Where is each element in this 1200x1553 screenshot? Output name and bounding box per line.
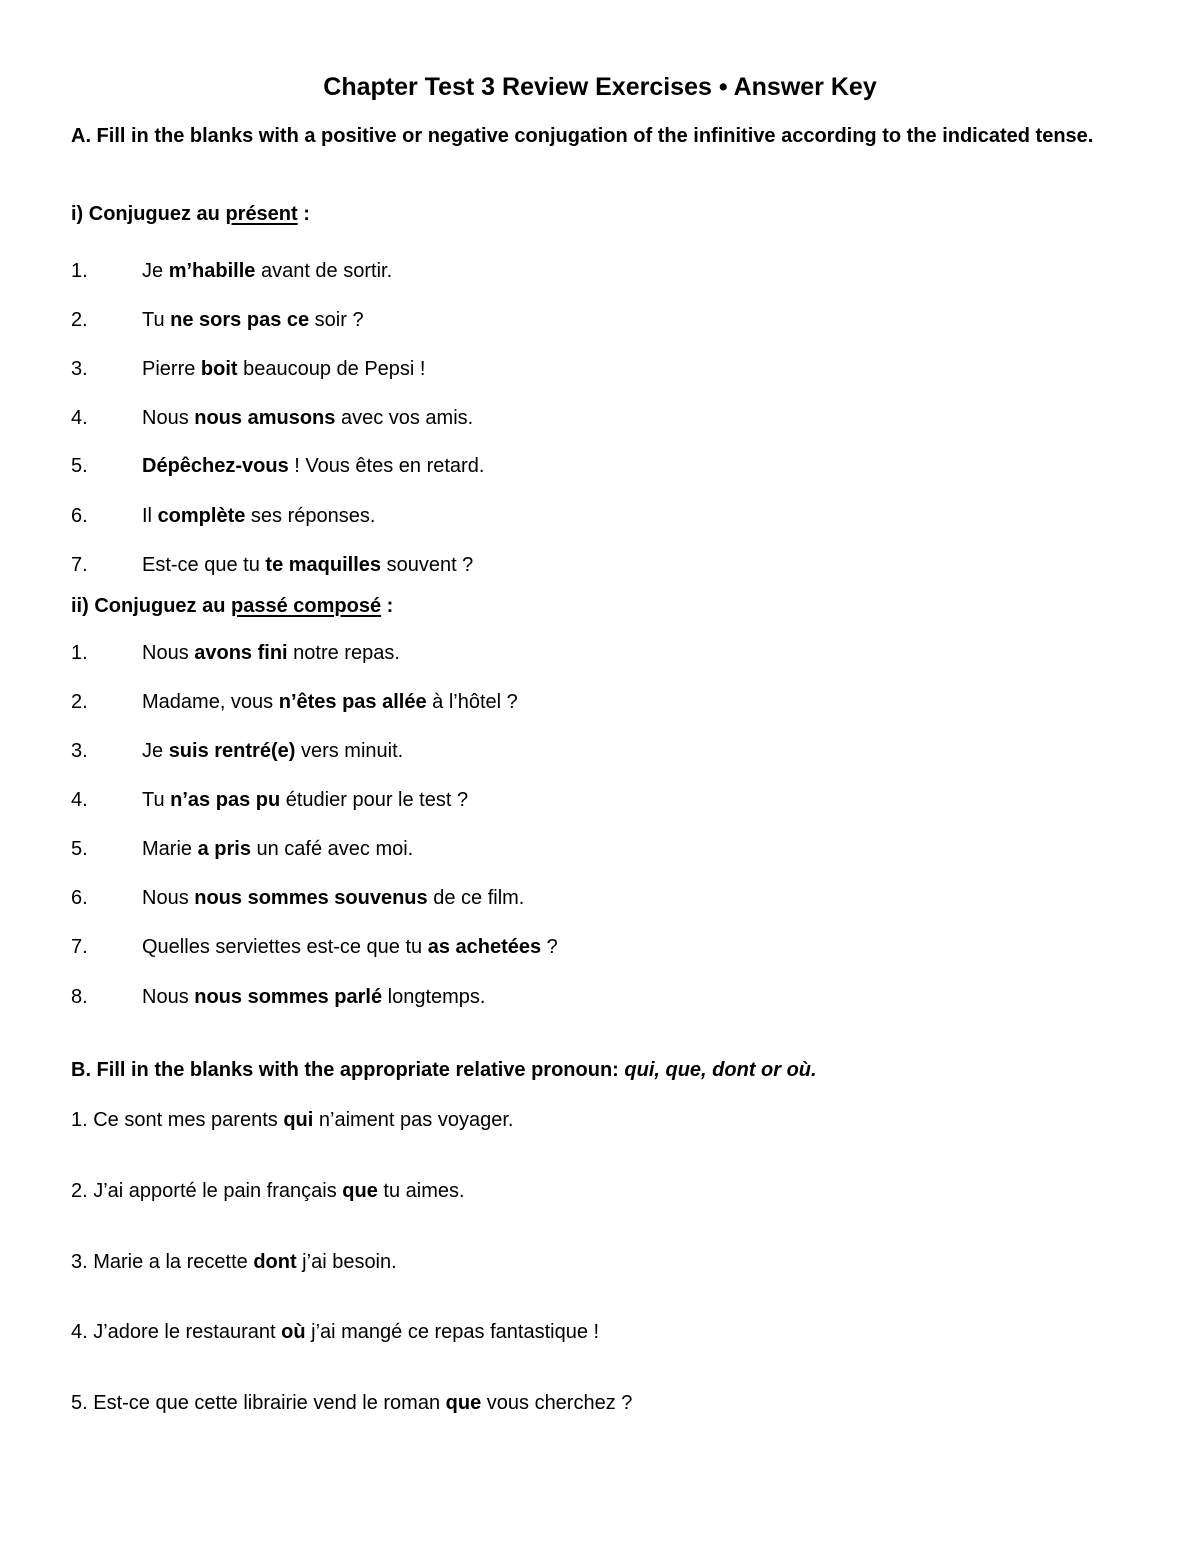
section-b-heading-prefix: B. Fill in the blanks with the appropriate relative pronoun: (71, 1059, 625, 1081)
part-ii-item (71, 933, 1131, 961)
item-answer: nous sommes parlé (194, 986, 383, 1008)
item-number: 1. (71, 642, 88, 664)
page-title: Chapter Test 3 Review Exercises • Answer Key (323, 73, 877, 101)
part-ii-tense: passé composé (231, 595, 382, 617)
item-text-after: ses réponses. (245, 505, 376, 527)
part-i-heading (71, 200, 310, 228)
part-i-item (71, 452, 1131, 480)
item-text-before: 1. Ce sont mes parents (71, 1109, 284, 1131)
part-ii-item (71, 786, 1131, 814)
item-text-after: n’aiment pas voyager. (313, 1109, 514, 1131)
section-b-item (71, 1318, 599, 1346)
item-answer: Dépêchez-vous (142, 455, 289, 477)
item-text-after: soir ? (309, 309, 364, 331)
item-text-after: tu aimes. (377, 1180, 465, 1202)
item-answer: complète (157, 505, 246, 527)
part-ii-suffix: : (381, 595, 394, 617)
part-i-item (71, 404, 1131, 432)
item-text-before: Est-ce que tu (142, 554, 266, 576)
item-answer: a pris (197, 838, 251, 860)
item-answer: n’êtes pas allée (278, 691, 427, 713)
item-text-after: notre repas. (287, 642, 400, 664)
item-answer: m’habille (168, 260, 256, 282)
item-text-after: à l’hôtel ? (426, 691, 518, 713)
item-number: 5. (71, 455, 88, 477)
part-ii-prefix: ii) Conjuguez au (71, 595, 231, 617)
item-answer: nous amusons (194, 407, 336, 429)
item-text-after: avec vos amis. (335, 407, 474, 429)
item-text-before: Pierre (142, 358, 201, 380)
item-number: 7. (71, 554, 88, 576)
part-ii-heading (71, 592, 393, 620)
section-b-item (71, 1248, 397, 1276)
item-number: 4. (71, 407, 88, 429)
item-answer: avons fini (194, 642, 288, 664)
section-b-item (71, 1389, 632, 1417)
item-number: 6. (71, 505, 88, 527)
item-text-after: vers minuit. (295, 740, 404, 762)
item-answer: où (281, 1321, 306, 1343)
section-b-item (71, 1177, 465, 1205)
part-ii-item (71, 884, 1131, 912)
item-text-after: un café avec moi. (250, 838, 414, 860)
item-number: 5. (71, 838, 88, 860)
item-number: 8. (71, 986, 88, 1008)
part-i-suffix: : (297, 203, 310, 225)
item-text-before: Madame, vous (142, 691, 279, 713)
item-text-before: 2. J’ai apporté le pain français (71, 1180, 343, 1202)
item-text-before: Tu (142, 309, 171, 331)
part-ii-item (71, 835, 1131, 863)
item-text-before: 3. Marie a la recette (71, 1251, 254, 1273)
item-number: 2. (71, 309, 88, 331)
item-number: 3. (71, 740, 88, 762)
item-answer: nous sommes souvenus (194, 887, 428, 909)
part-ii-item (71, 737, 1131, 765)
part-ii-item (71, 639, 1131, 667)
part-i-tense: présent (225, 203, 298, 225)
item-text-before: Marie (142, 838, 198, 860)
item-text-after: beaucoup de Pepsi ! (237, 358, 426, 380)
item-answer: qui (283, 1109, 314, 1131)
item-text-after: souvent ? (381, 554, 474, 576)
item-text-after: longtemps. (382, 986, 486, 1008)
part-i-item (71, 551, 1131, 579)
item-text-after: ? (541, 936, 558, 958)
part-i-item (71, 306, 1131, 334)
item-text-after: j’ai besoin. (296, 1251, 397, 1273)
item-text-before: Tu (142, 789, 171, 811)
item-text-before: Je (142, 260, 169, 282)
part-i-item (71, 257, 1131, 285)
part-i-prefix: i) Conjuguez au (71, 203, 226, 225)
item-text-after: avant de sortir. (255, 260, 393, 282)
part-ii-item (71, 983, 1131, 1011)
item-answer: as achetées (427, 936, 542, 958)
item-text-before: 5. Est-ce que cette librairie vend le roman (71, 1392, 446, 1414)
item-text-before: 4. J’adore le restaurant (71, 1321, 282, 1343)
item-number: 3. (71, 358, 88, 380)
section-b-heading (71, 1056, 817, 1084)
part-ii-item (71, 688, 1131, 716)
item-answer: que (445, 1392, 482, 1414)
item-text-after: vous cherchez ? (481, 1392, 633, 1414)
item-answer: ne sors pas ce (170, 309, 310, 331)
item-text-before: Quelles serviettes est-ce que tu (142, 936, 428, 958)
item-text-before: Nous (142, 407, 195, 429)
section-b-item (71, 1106, 513, 1134)
item-text-before: Nous (142, 642, 195, 664)
item-number: 7. (71, 936, 88, 958)
item-text-before: Nous (142, 986, 195, 1008)
item-text-after: ! Vous êtes en retard. (288, 455, 485, 477)
item-answer: que (342, 1180, 378, 1202)
item-answer: boit (200, 358, 238, 380)
item-answer: te maquilles (265, 554, 382, 576)
part-i-item (71, 502, 1131, 530)
item-answer: suis rentré(e) (168, 740, 296, 762)
part-i-item (71, 355, 1131, 383)
item-text-after: étudier pour le test ? (280, 789, 469, 811)
section-a-heading: A. Fill in the blanks with a positive or negative conjugation of the infinitive according to the indicated tense. (71, 125, 1094, 147)
item-text-before: Je (142, 740, 169, 762)
item-number: 2. (71, 691, 88, 713)
item-answer: n’as pas pu (170, 789, 281, 811)
item-text-after: j’ai mangé ce repas fantastique ! (305, 1321, 600, 1343)
item-number: 6. (71, 887, 88, 909)
item-text-before: Il (142, 505, 158, 527)
item-number: 1. (71, 260, 88, 282)
section-b-pronoun-list: qui, que, dont or où. (624, 1059, 817, 1081)
item-text-before: Nous (142, 887, 195, 909)
item-number: 4. (71, 789, 88, 811)
item-answer: dont (253, 1251, 297, 1273)
item-text-after: de ce film. (427, 887, 525, 909)
